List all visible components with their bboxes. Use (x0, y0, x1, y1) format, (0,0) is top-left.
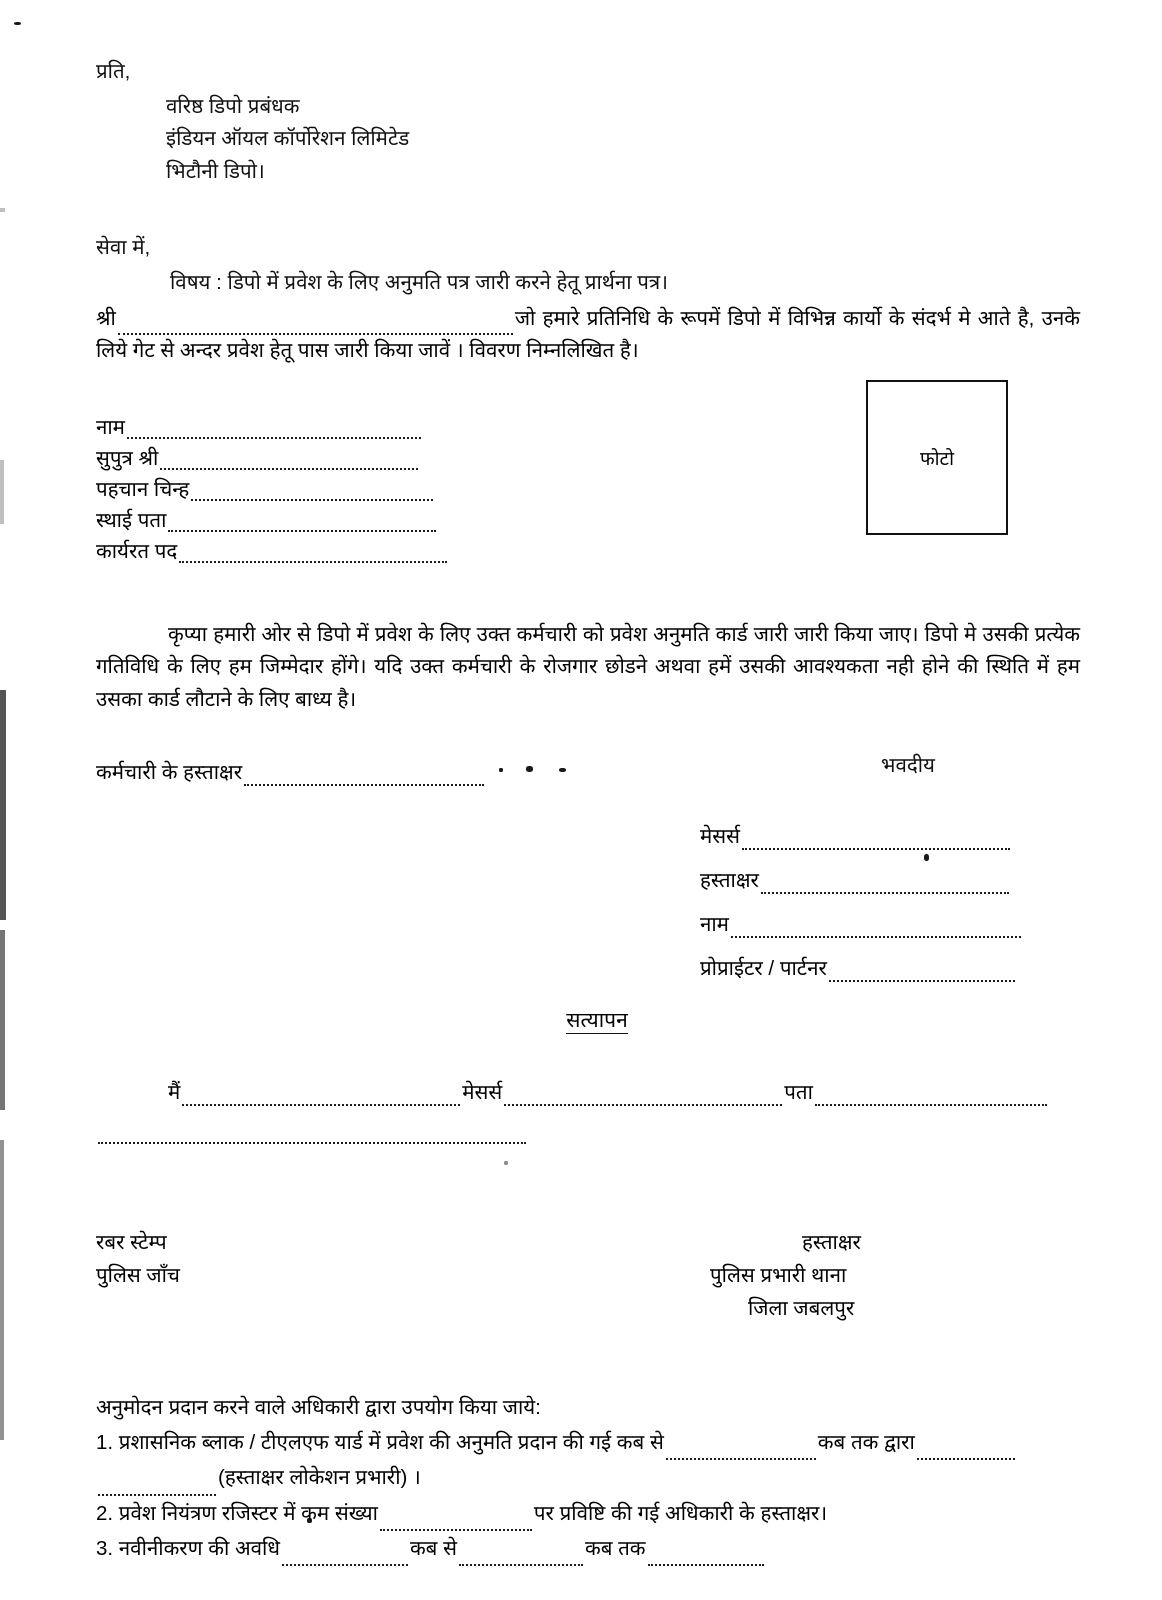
approval-item-2-text-b: पर प्रविष्टि की गई अधिकारी के हस्ताक्षर। (533, 1501, 828, 1525)
firm-field-label: नाम (700, 913, 729, 937)
approval-item-3-blank-from[interactable] (459, 1551, 583, 1566)
scan-artifact-edge (0, 208, 5, 212)
police-check-label: पुलिस जाँच (96, 1264, 180, 1288)
yours-faithfully-label: भवदीय (881, 753, 935, 777)
scan-speck (559, 768, 566, 772)
scan-speck (924, 854, 929, 861)
approval-item-3-blank-period[interactable] (282, 1551, 408, 1566)
verification-address-label: पता (784, 1080, 813, 1104)
approval-item-1-blank-by[interactable] (917, 1446, 1015, 1461)
shri-prefix: श्री (96, 307, 116, 330)
detail-label: पहचान चिन्ह (96, 478, 190, 502)
firm-field-label: प्रोप्राईटर / पार्टनर (700, 957, 827, 981)
approval-item-2-blank[interactable] (380, 1516, 532, 1531)
addressee-line-1: वरिष्ठ डिपो प्रबंधक (166, 94, 300, 118)
approval-item-3 (96, 1531, 1080, 1566)
firm-blank-field[interactable] (761, 880, 1009, 895)
firm-field-label: मेसर्स (700, 825, 740, 849)
approval-item-2 (96, 1496, 1080, 1531)
intro-text: जो हमारे प्रतिनिधि के रूपमें डिपो में विभिन्न कार्यो के संदर्भ मे आते है, उनके लिये गेट से अन्दर प्रवेश हेतू पास जारी किया जावें । विवरण निम्नलिखित है। (96, 307, 1080, 363)
approval-item-3-text-b: कब से (409, 1536, 457, 1560)
document-body (96, 62, 1080, 1566)
request-paragraph (96, 619, 1080, 716)
stamp-section (96, 1226, 1080, 1334)
addressee-line-3: भिटौनी डिपो। (166, 159, 265, 183)
scan-artifact-edge (0, 930, 5, 1110)
name-blank-field[interactable] (118, 321, 513, 336)
detail-row-naam (96, 408, 1080, 439)
approval-item-1-text-c: (हस्ताक्षर लोकेशन प्रभारी) । (218, 1466, 421, 1490)
request-text: कृप्या हमारी ओर से डिपो में प्रवेश के लिए उक्त कर्मचारी को प्रवेश अनुमति कार्ड जारी जारी किया जाए। डिपो मे उसकी प्रत्येक गतिविधि के लिए हम जिम्मेदार होंगे। यदि उक्त कर्मचारी के रोजगार छोडने अथवा हमें उसकी आवश्यकता नही होने की स्थिति में हम उसका कार्ड लौटाने के लिए बाध्य है। (96, 622, 1080, 711)
detail-row-pehchaan-chinh (96, 470, 1080, 501)
verification-heading (96, 1006, 1080, 1034)
detail-label: सुपुत्र श्री (96, 447, 159, 471)
scan-artifact-edge (0, 1140, 4, 1440)
firm-row-proprietor-partner (700, 938, 1080, 982)
firm-field-label: हस्ताक्षर (700, 869, 759, 893)
scan-speck (499, 768, 503, 772)
approval-item-1-blank-cont[interactable] (98, 1481, 216, 1496)
detail-row-sthaayi-pata (96, 501, 1080, 532)
rubber-stamp-label: रबर स्टेम्प (96, 1230, 167, 1254)
details-field-list (96, 408, 1080, 563)
subject-line: विषय : डिपो में प्रवेश के लिए अनुमति पत्र जारी करने हेतू प्रार्थना पत्र। (170, 270, 668, 294)
scan-artifact-edge (0, 460, 4, 524)
detail-row-kaaryarat-pad (96, 532, 1080, 563)
signature-section (96, 753, 1080, 1006)
photo-label: फोटो (919, 448, 955, 470)
firm-row-name (700, 894, 1080, 938)
approval-heading: अनुमोदन प्रदान करने वाले अधिकारी द्वारा उपयोग किया जाये: (96, 1395, 541, 1419)
firm-blank-field[interactable] (829, 968, 1015, 983)
scan-speck (526, 766, 533, 772)
firm-row-signature (700, 850, 1080, 894)
employee-signature-blank[interactable] (244, 771, 484, 786)
detail-blank-field[interactable] (168, 517, 436, 532)
detail-blank-field[interactable] (127, 424, 421, 439)
approval-item-3-text-a: 3. नवीनीकरण की अवधि (96, 1536, 280, 1560)
firm-row-messrs (700, 806, 1080, 850)
firm-signature-column (700, 753, 1080, 983)
detail-label: कार्यरत पद (96, 540, 178, 564)
approval-item-3-text-c: कब तक (584, 1536, 646, 1560)
approval-item-1-text-a: 1. प्रशासनिक ब्लाक / टीएलएफ यार्ड में प्रवेश की अनुमति प्रदान की गई कब से (96, 1431, 664, 1455)
approval-item-1 (96, 1425, 1080, 1496)
verification-row (96, 1074, 1080, 1106)
verification-heading-text: सत्यापन (566, 1008, 628, 1032)
firm-blank-field[interactable] (742, 836, 1010, 851)
verification-name-blank[interactable] (182, 1091, 460, 1106)
scan-artifact-edge (0, 690, 6, 920)
firm-blank-field[interactable] (731, 924, 1021, 939)
detail-label: नाम (96, 416, 125, 440)
approval-item-1-blank-from[interactable] (666, 1446, 816, 1461)
verification-i-label: मैं (168, 1080, 181, 1104)
detail-row-suputra-shri (96, 439, 1080, 470)
detail-blank-field[interactable] (191, 486, 433, 501)
to-label: प्रति, (96, 60, 131, 83)
detail-label: स्थाई पता (96, 509, 167, 533)
police-signature-label: हस्ताक्षर (802, 1230, 861, 1254)
police-station-label: पुलिस प्रभारी थाना (710, 1264, 847, 1288)
verification-continuation-blank[interactable] (98, 1129, 526, 1144)
approval-item-2-text-a: 2. प्रवेश नियंत्रण रजिस्टर में कम संख्या (96, 1501, 378, 1525)
detail-blank-field[interactable] (179, 548, 447, 563)
stamp-right-block (696, 1226, 1076, 1326)
verification-messrs-label: मेसर्स (462, 1080, 503, 1104)
verification-messrs-blank[interactable] (504, 1091, 782, 1106)
addressee-line-2: इंडियन ऑयल कॉर्पोरेशन लिमिटेड (166, 127, 410, 150)
detail-blank-field[interactable] (160, 455, 418, 470)
approval-item-1-text-b: कब तक द्वारा (817, 1431, 915, 1455)
scan-speck (14, 22, 21, 25)
district-label: जिला जबलपुर (748, 1297, 855, 1321)
verification-address-blank[interactable] (815, 1091, 1047, 1106)
approval-section (96, 1390, 1080, 1566)
employee-signature-label: कर्मचारी के हस्ताक्षर (96, 760, 243, 784)
service-label: सेवा में, (96, 236, 151, 259)
approval-item-3-blank-to[interactable] (648, 1551, 764, 1566)
verification-row-continued (96, 1106, 1080, 1144)
intro-paragraph (96, 303, 1080, 368)
